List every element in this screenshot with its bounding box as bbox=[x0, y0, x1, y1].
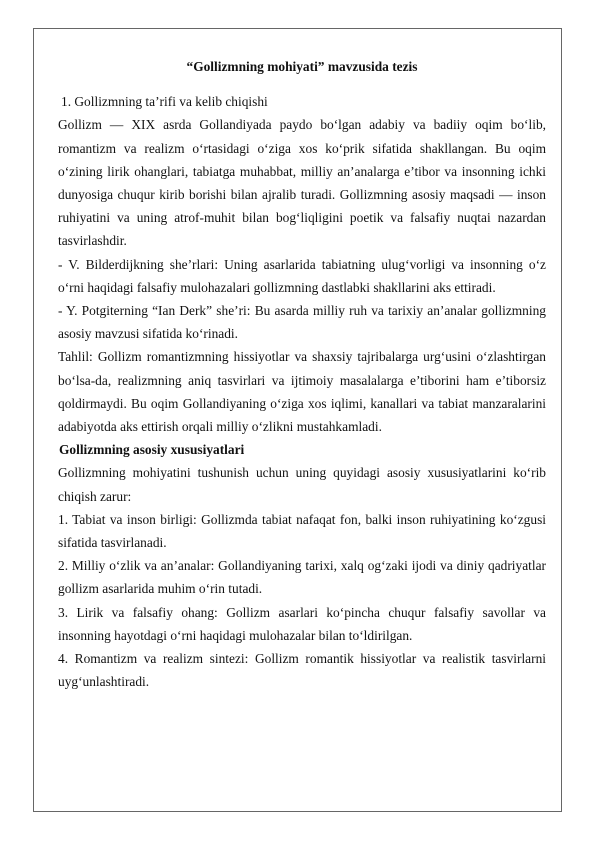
paragraph-bilderdijk: - V. Bilderdijkning she’rlari: Uning asarlarida tabiatning ulug‘vorligi va insonning o‘z o‘rni haqidagi falsafiy mulohazalari gollizmning dastlabki shakllarini aks ettiradi. bbox=[58, 256, 546, 295]
paragraph-potgiter: - Y. Potgiterning “Ian Derk” she’ri: Bu asarda milliy ruh va tarixiy an’analar gollizmning asosiy mavzusi sifatida ko‘rinadi. bbox=[58, 303, 546, 342]
document-title: “Gollizmning mohiyati” mavzusida tezis bbox=[186, 59, 418, 74]
section-heading-definition: 1. Gollizmning ta’rifi va kelib chiqishi bbox=[61, 94, 268, 110]
paragraph-analysis: Tahlil: Gollizm romantizmning hissiyotlar va shaxsiy tajribalarga urg‘usini o‘zlashtirgan bo‘lsa-da, realizmning aniq tasvirlari va ijtimoiy masalalarga e’tiborini ham e’tiborsiz qoldirmaydi. Bu oqim Gollandiyaning o‘ziga xos iqlimi, kanallari va tabiat manzaralarini adabiyotda aks ettirish orqali milliy o‘zlikni mustahkamladi. bbox=[58, 349, 546, 435]
list-item-national-identity: 2. Milliy o‘zlik va an’analar: Gollandiyaning tarixi, xalq og‘zaki ijodi va diniy qadriyatlar gollizm asarlarida muhim o‘rin tutadi. bbox=[58, 558, 546, 597]
list-item-nature: 1. Tabiat va inson birligi: Gollizmda tabiat nafaqat fon, balki inson ruhiyatining ko‘zgusi sifatida tasvirlanadi. bbox=[58, 511, 546, 551]
list-item-lyrical-tone: 3. Lirik va falsafiy ohang: Gollizm asarlari ko‘pincha chuqur falsafiy savollar va insonning hayotdagi o‘rni haqidagi mulohazalar bilan to‘ldirilgan. bbox=[58, 604, 546, 643]
paragraph-definition: Gollizm — XIX asrda Gollandiyada paydo bo‘lgan adabiy va badiiy oqim bo‘lib, romantizm va realizm o‘rtasidagi o‘ziga xos ko‘prik sifatida shakllangan. Bu oqim o‘zining lirik ohanglari, tabiatga muhabbat, milliy an’analarga e’tibor va insonning ichki dunyosiga chuqur kirib borishi bilan ajralib turadi. Gollizmning asosiy maqsadi — inson ruhiyatini va uning atrof-muhit bilan bog‘liqligini poetik va falsafiy nuqtai nazardan tasvirlashdir. bbox=[58, 117, 546, 249]
section-heading-features: Gollizmning asosiy xususiyatlari bbox=[59, 442, 245, 458]
paragraph-features-intro: Gollizmning mohiyatini tushunish uchun uning quyidagi asosiy xususiyatlarini ko‘rib chiqish zarur: bbox=[58, 465, 546, 504]
document-body bbox=[58, 55, 546, 693]
list-item-synthesis: 4. Romantizm va realizm sintezi: Gollizm romantik hissiyotlar va realistik tasvirlarni uyg‘unlashtiradi. bbox=[58, 651, 546, 690]
